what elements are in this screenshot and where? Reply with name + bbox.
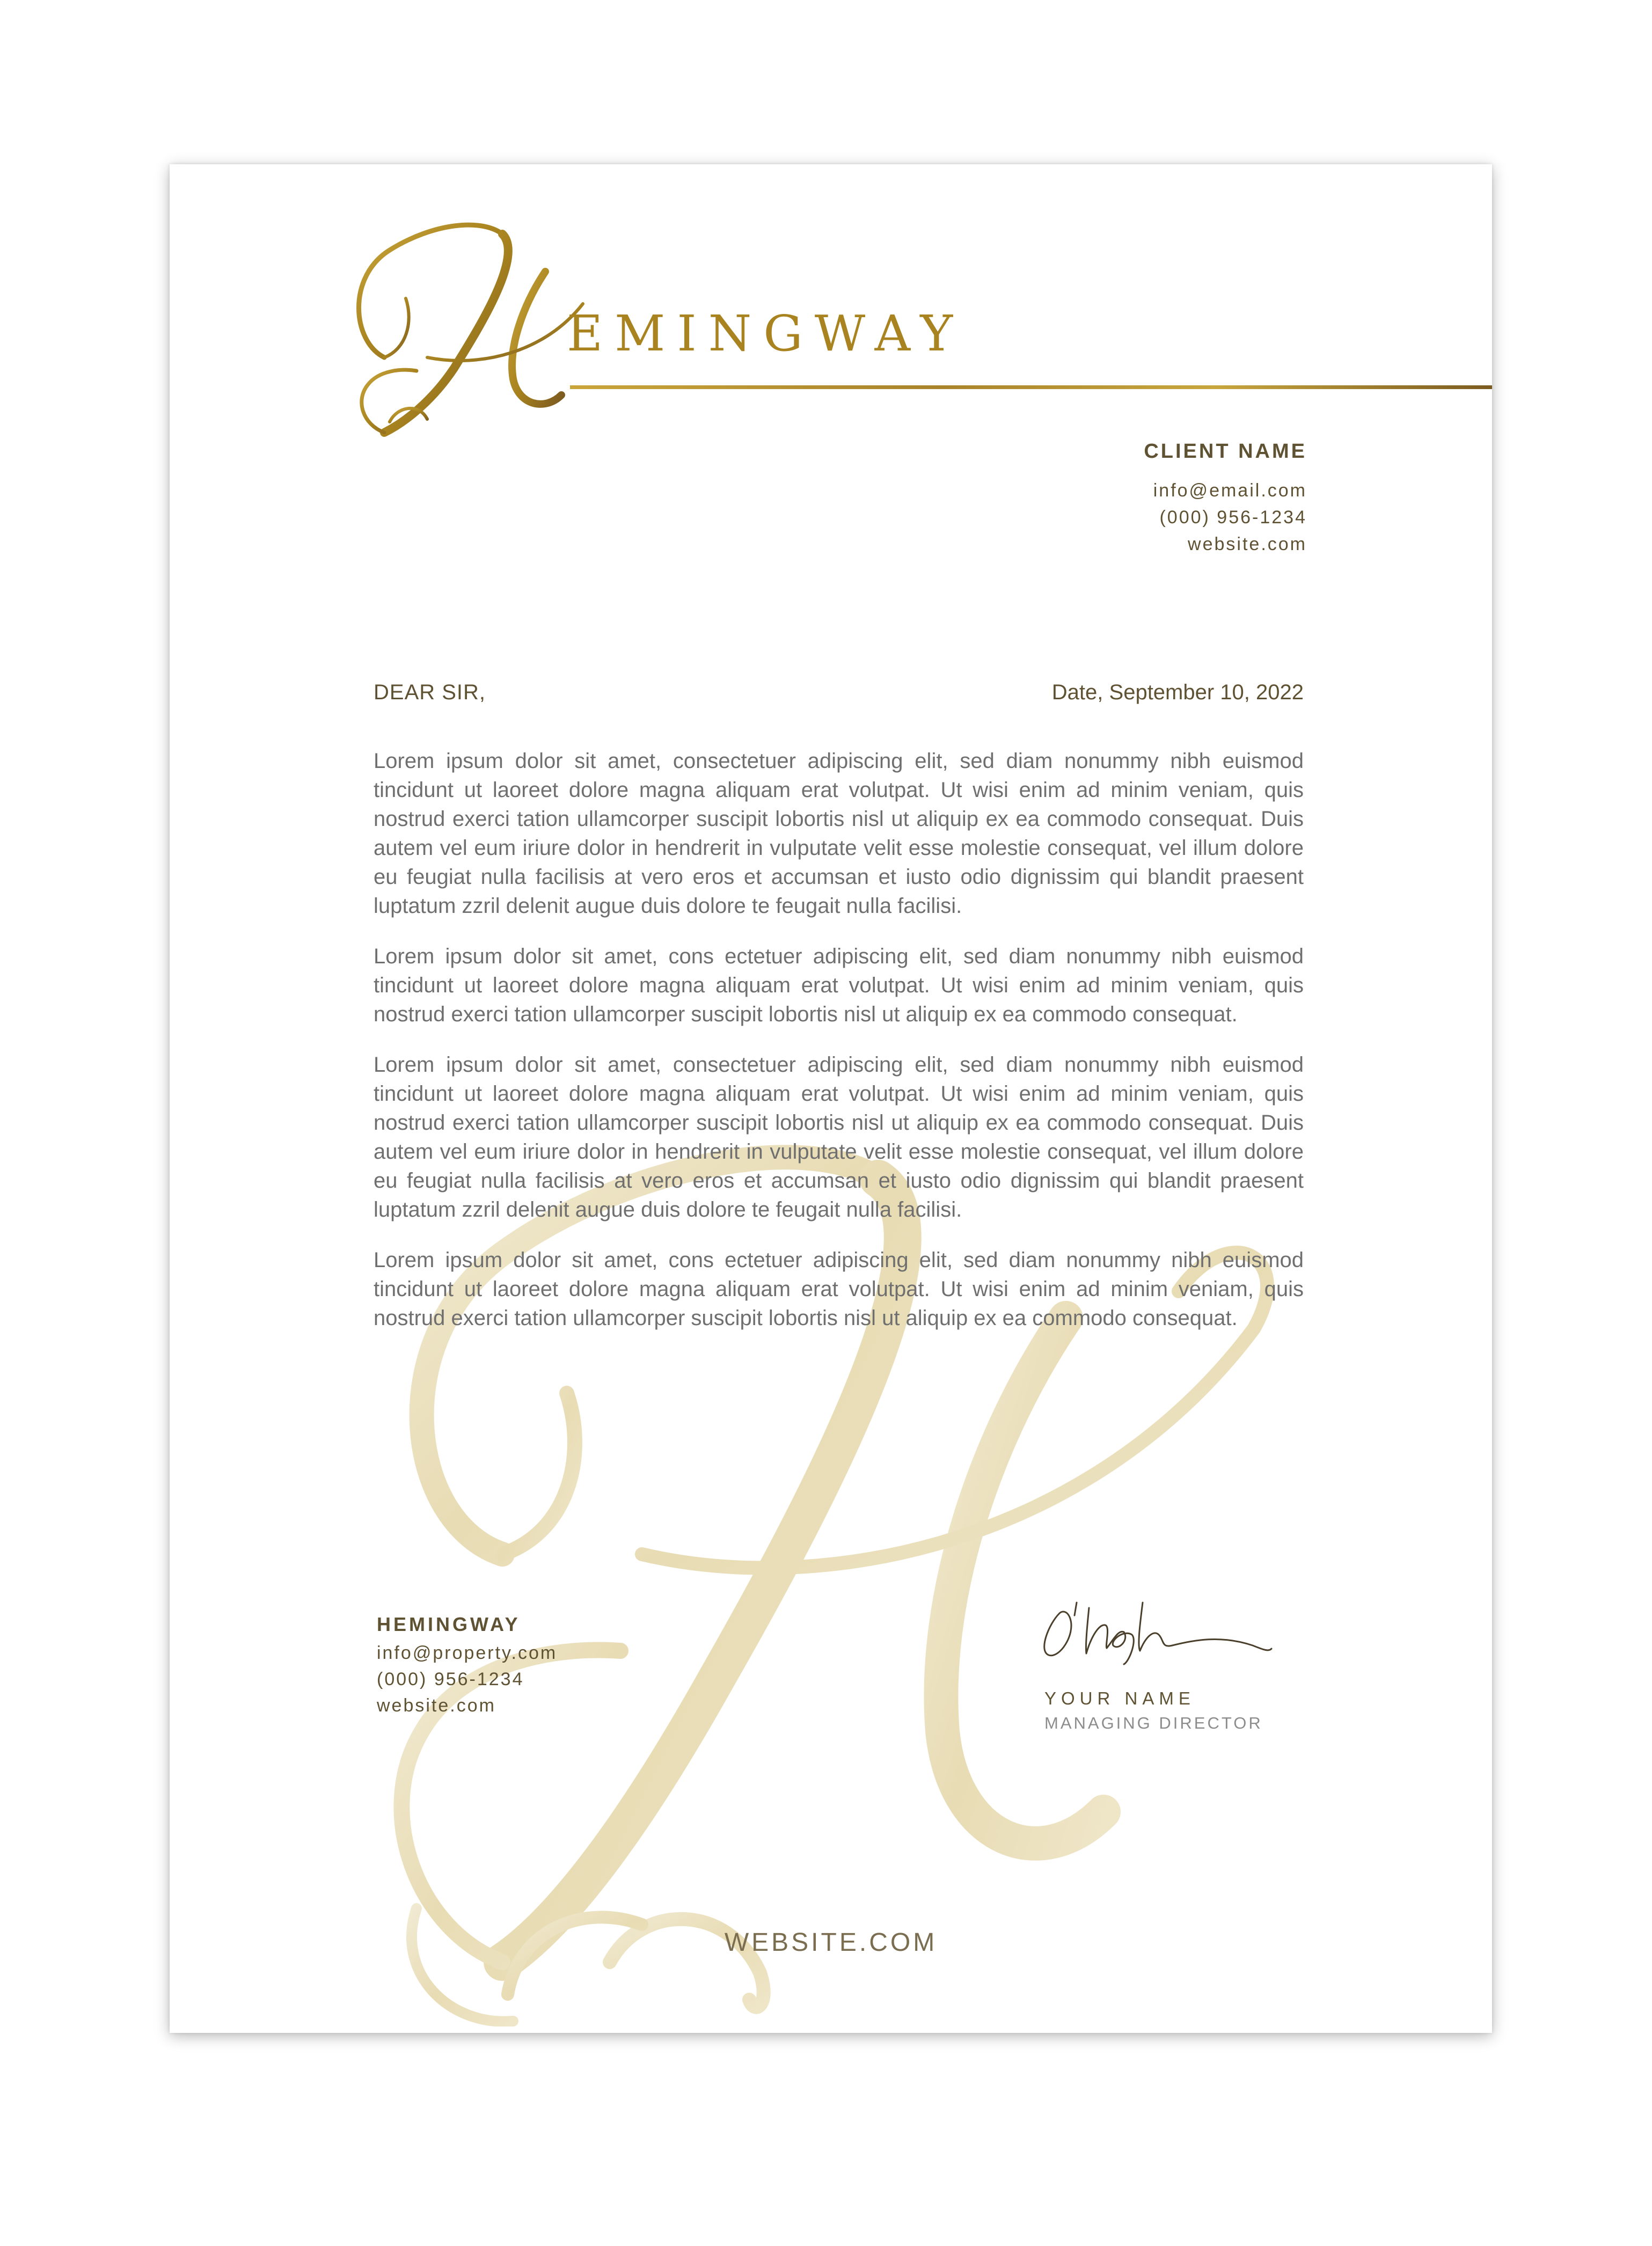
client-contact-block bbox=[1144, 440, 1307, 558]
signatory-name: YOUR NAME bbox=[1044, 1688, 1195, 1708]
handwritten-signature bbox=[1038, 1592, 1274, 1667]
header-rule bbox=[570, 385, 1492, 389]
client-website: website.com bbox=[1188, 534, 1307, 554]
sender-contact-block bbox=[377, 1613, 557, 1719]
monogram-logo bbox=[341, 207, 594, 443]
letter-body bbox=[374, 747, 1304, 1354]
letter-date: Date, September 10, 2022 bbox=[1051, 681, 1304, 704]
body-paragraph: Lorem ipsum dolor sit amet, consectetuer adipiscing elit, sed diam nonummy nibh euismod tincidunt ut laoreet dolore magna aliquam erat volutpat. Ut wisi enim ad minim veniam, quis nostrud exerci tation ullamcorper suscipit lobortis nisl ut aliquip ex ea commodo consequat. Duis autem vel eum iriure dolor in hendrerit in vulputate velit esse molestie consequat, vel illum dolore eu feugiat nulla facilisis at vero eros et accumsan et iusto odio dignissim qui blandit praesent luptatum zzril delenit augue duis dolore te feugait nulla facilisi. bbox=[374, 1053, 1304, 1221]
sender-website: website.com bbox=[377, 1695, 496, 1716]
letterhead-page bbox=[170, 164, 1492, 2033]
body-paragraph: Lorem ipsum dolor sit amet, cons ectetuer adipiscing elit, sed diam nonummy nibh euismod tincidunt ut laoreet dolore magna aliquam erat volutpat. Ut wisi enim ad minim veniam, quis nostrud exerci tation ullamcorper suscipit lobortis nisl ut aliquip ex ea commodo consequat. bbox=[374, 945, 1304, 1026]
body-paragraph: Lorem ipsum dolor sit amet, consectetuer adipiscing elit, sed diam nonummy nibh euismod tincidunt ut laoreet dolore magna aliquam erat volutpat. Ut wisi enim ad minim veniam, quis nostrud exerci tation ullamcorper suscipit lobortis nisl ut aliquip ex ea commodo consequat. Duis autem vel eum iriure dolor in hendrerit in vulputate velit esse molestie consequat, vel illum dolore eu feugiat nulla facilisis at vero eros et accumsan et iusto odio dignissim qui blandit praesent luptatum zzril delenit augue duis dolore te feugait nulla facilisi. bbox=[374, 749, 1304, 918]
sender-phone: (000) 956-1234 bbox=[377, 1669, 524, 1689]
client-phone: (000) 956-1234 bbox=[1159, 507, 1307, 528]
client-email: info@email.com bbox=[1153, 480, 1307, 501]
salutation: DEAR SIR, bbox=[374, 681, 486, 704]
sender-company: HEMINGWAY bbox=[377, 1613, 521, 1635]
footer-website: WEBSITE.COM bbox=[724, 1928, 938, 1957]
signatory-title: MANAGING DIRECTOR bbox=[1044, 1714, 1263, 1732]
brand-wordmark: EMINGWAY bbox=[567, 305, 965, 362]
client-name: CLIENT NAME bbox=[1144, 440, 1307, 463]
body-paragraph: Lorem ipsum dolor sit amet, cons ectetuer adipiscing elit, sed diam nonummy nibh euismod tincidunt ut laoreet dolore magna aliquam erat volutpat. Ut wisi enim ad minim veniam, quis nostrud exerci tation ullamcorper suscipit lobortis nisl ut aliquip ex ea commodo consequat. bbox=[374, 1248, 1304, 1330]
sender-email: info@property.com bbox=[377, 1643, 558, 1663]
